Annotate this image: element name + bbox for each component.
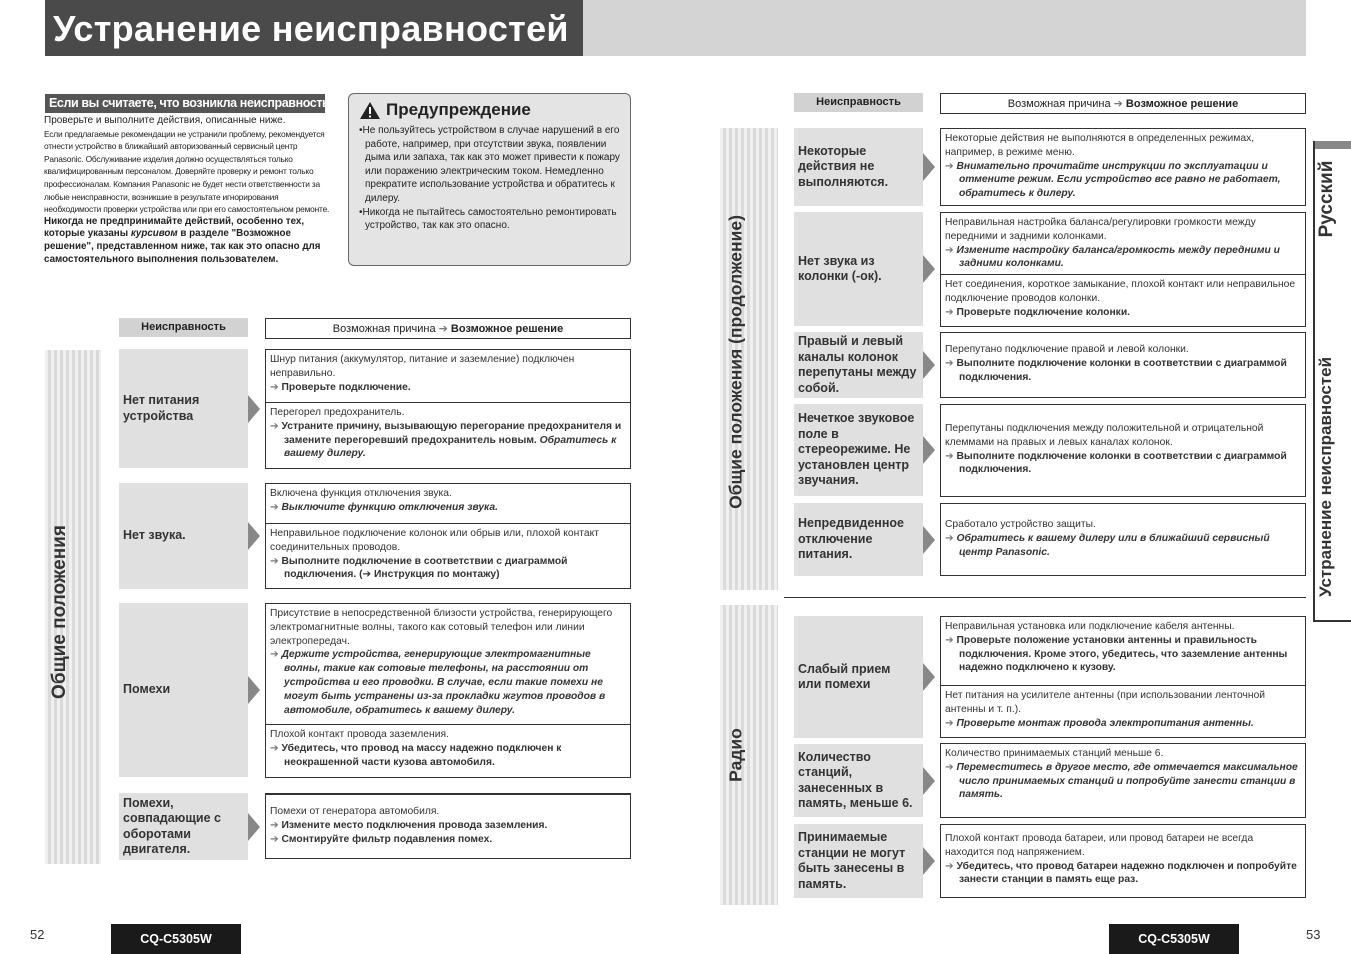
header-cause-label: Возможная причина (332, 323, 436, 335)
solution-item (941, 825, 1305, 890)
edge-tab-line (1313, 141, 1315, 622)
solution-box (265, 483, 631, 589)
cause-text: Некоторые действия не выполняются в определенных режимах, например, в режиме меню. (945, 133, 1255, 158)
warning-item: •Не пользуйтесь устройством в случае нарушений в его работе, например, при отсутствии звука, появлении дыма или запаха, так как это может привести к пожару или поражению электрическим током. Немедленно прекратите использование устройства и обратитесь к дилеру. (359, 125, 620, 204)
intro-label: Если вы считаете, что возникла неисправность (45, 94, 325, 113)
problem-text: Нет звука. (123, 528, 186, 543)
remedy-value: Обратитесь к вашему дилеру или в ближайший сервисный центр Panasonic. (956, 532, 1270, 558)
cause-text: Количество принимаемых станций меньше 6. (945, 748, 1164, 759)
solution-item (266, 795, 630, 849)
remedy-text (945, 532, 1301, 560)
intro-line: Проверьте и выполните действия, описанные ниже. (44, 115, 286, 126)
warning-item: •Никогда не пытайтесь самостоятельно ремонтировать устройство, так как это опасно. (359, 206, 617, 232)
solution-item (941, 213, 1305, 274)
problem-text: Нечеткое звуковое поле в стереорежиме. Не установлен центр звучания. (798, 411, 915, 488)
problem-cell (794, 616, 923, 738)
warning-box (348, 93, 631, 266)
remedy-value: Смонтируйте фильтр подавления помех. (281, 833, 493, 845)
arrow-icon: ➔ (270, 833, 282, 845)
intro-small-text: Если предлагаемые рекомендации не устранили проблему, рекомендуется отнести устройство в ближайший авторизованный сервисный центр Panasonic. Обслуживание изделия должно осуществляться только квалифицированным персоналом. Доверяйте проверку и ремонт только профессионалам. Компания Panasonic не будет нести ответственности за любые неисправности, возникшие в результате игнорирования необходимости проверки устройства или при его самостоятельном ремонте. (44, 128, 330, 215)
cause-text: Неправильная настройка баланса/регулировки громкости между передними и задними колонками. (945, 217, 1256, 242)
remedy-text (270, 648, 626, 717)
page-number-left: 52 (30, 927, 45, 942)
solution-box (265, 603, 631, 778)
solution-item (941, 405, 1305, 480)
problem-cell (794, 332, 923, 398)
solution-box (940, 332, 1306, 398)
problem-text: Помехи, совпадающие с оборотами двигателя. (123, 795, 221, 856)
remedy-text (270, 819, 626, 833)
remedy-value: Выключите функцию отключения звука. (281, 501, 498, 513)
intro-text (44, 115, 334, 266)
problem-cell (794, 128, 923, 206)
header-arrow: ➔ (1113, 98, 1123, 110)
remedy-text (270, 742, 626, 770)
cause-text: Неправильное подключение колонок или обрыв или, плохой контакт соединительных проводов. (270, 528, 599, 553)
remedy-value: Устраните причину, вызывающую перегорание предохранителя и замените перегоревший предохранитель новым. (281, 420, 622, 446)
cause-text: Плохой контакт провода заземления. (270, 729, 449, 740)
remedy-value: Переместитесь в другое место, где отмечается максимальное число принимаемых станций и попробуйте занести станции в память. (956, 761, 1298, 801)
solution-box (940, 616, 1306, 738)
solution-box (265, 793, 631, 859)
remedy-value: Проверьте подключение колонки. (956, 306, 1131, 318)
remedy-text (270, 420, 626, 461)
problem-text: Помехи (123, 682, 171, 697)
arrow-icon: ➔ (945, 160, 957, 172)
solution-item (266, 484, 630, 523)
problem-text: Правый и левый каналы колонок перепутаны между собой. (798, 334, 917, 395)
arrow-icon: ➔ (270, 420, 282, 432)
arrow-icon: ➔ (945, 306, 957, 318)
solution-item (266, 523, 630, 585)
solution-box (265, 349, 631, 469)
arrow-icon: ➔ (945, 761, 957, 773)
remedy-value: Измените настройку баланса/громкость между передними и задними колонками. (956, 244, 1280, 270)
remedy-value: Выполните подключение в соответствии с диаграммой подключения. (➔ Инструкция по монтажу) (281, 555, 568, 581)
arrow-icon: ➔ (270, 742, 282, 754)
remedy-text (945, 761, 1301, 802)
problem-cell (119, 603, 248, 777)
remedy-value: Держите устройства, генерирующие электромагнитные волны, такие как сотовые телефоны, на расстоянии от устройства и его проводки. В случае, если такие помехи не могут быть устранены из-за прокладки жгутов проводов в автомобиле, обратитесь к вашему дилеру. (281, 649, 606, 716)
remedy-text (945, 160, 1301, 201)
arrow-icon: ➔ (945, 532, 957, 544)
language-tab-label: Русский (1316, 160, 1337, 238)
cause-text: Шнур питания (аккумулятор, питание и заземление) подключен неправильно. (270, 354, 575, 379)
problem-text: Нет питания устройства (123, 393, 200, 423)
problem-cell (119, 349, 248, 468)
remedy-text (270, 833, 626, 847)
model-badge-left: CQ-C5305W (111, 924, 241, 954)
intro-bold-b: в разделе "Возможное решение", представленном ниже, так как это опасно для самостоятельного выполнения пользователем. (44, 228, 321, 265)
column-header-cause (265, 318, 631, 339)
arrow-icon: ➔ (945, 860, 957, 872)
remedy-value: Убедитесь, что провод батареи надежно подключен и попробуйте занести станции в память еще раз. (956, 860, 1297, 886)
arrow-icon: ➔ (945, 450, 957, 462)
remedy-text (270, 381, 626, 395)
intro-bold-italic: курсивом (130, 228, 178, 240)
remedy-text (945, 450, 1301, 478)
intro-bold-a: Никогда не предпринимайте действий, особенно тех, которые указаны (44, 215, 305, 240)
solution-item (941, 333, 1305, 387)
remedy-value: Проверьте положение установки антенны и правильность подключения. Кроме этого, убедитесь, что заземление антенны надежно подключено к кузову. (956, 634, 1288, 674)
column-header-cause (940, 93, 1306, 114)
edge-tab-underline (1313, 620, 1351, 622)
solution-item (266, 604, 630, 724)
cause-text: Нет питания на усилителе антенны (при использовании ленточной антенны и т. п.). (945, 690, 1266, 715)
problem-text: Количество станций, занесенных в память, меньше 6. (798, 749, 913, 810)
solution-box (940, 212, 1306, 327)
solution-item (266, 350, 630, 402)
solution-item (941, 744, 1305, 805)
cause-text: Перегорел предохранитель. (270, 407, 405, 418)
remedy-value: Выполните подключение колонки в соответствии с диаграммой подключения. (956, 450, 1287, 476)
remedy-italic: Обратитесь к вашему дилеру. (284, 434, 617, 460)
column-header-problem: Неисправность (119, 318, 248, 337)
remedy-text (945, 860, 1301, 888)
warning-header (359, 100, 622, 120)
remedy-text (945, 306, 1301, 320)
cause-text: Перепутано подключение правой и левой колонки. (945, 344, 1189, 355)
header-solution-label: Возможное решение (450, 323, 564, 335)
problem-text: Некоторые действия не выполняются. (798, 143, 889, 189)
problem-cell (794, 503, 923, 576)
problem-cell (794, 744, 923, 817)
section-label-radio: Радио (725, 728, 746, 782)
header-solution-label: Возможное решение (1125, 98, 1239, 110)
section-label-general: Общие положения (49, 525, 70, 699)
edge-tab-marker (1313, 141, 1351, 149)
warning-icon (359, 101, 381, 120)
cause-text: Сработало устройство защиты. (945, 519, 1096, 530)
model-badge-right: CQ-C5305W (1109, 924, 1239, 954)
remedy-value: Проверьте монтаж провода электропитания антенны. (956, 717, 1254, 729)
remedy-value: Внимательно прочитайте инструкции по эксплуатации и отмените режим. Если устройство все равно не работает, обратитесь к дилеру. (956, 160, 1281, 200)
page-title: Устранение неисправностей (45, 0, 583, 56)
remedy-value: Измените место подключения провода заземления. (281, 819, 548, 831)
problem-cell (794, 212, 923, 326)
section-divider (784, 597, 1306, 598)
problem-text: Непредвиденное отключение питания. (798, 516, 904, 562)
remedy-text (945, 357, 1301, 385)
problem-text: Принимаемые станции не могут быть занесены в память. (798, 830, 906, 891)
cause-text: Неправильная установка или подключение кабеля антенны. (945, 621, 1235, 632)
solution-box (940, 503, 1306, 576)
section-tab-label: Устранение неисправностей (1316, 356, 1335, 598)
page-number-right: 53 (1306, 927, 1321, 942)
solution-box (940, 404, 1306, 497)
cause-text: Перепутаны подключения между положительной и отрицательной клеммами на правых и левых каналах колонок. (945, 423, 1264, 448)
solution-item (941, 617, 1305, 685)
remedy-value: Выполните подключение колонки в соответствии с диаграммой подключения. (956, 357, 1287, 383)
remedy-value: Проверьте подключение. (281, 381, 411, 393)
problem-cell (794, 824, 923, 898)
cause-text: Нет соединения, короткое замыкание, плохой контакт или неправильное подключение проводов колонки. (945, 279, 1296, 304)
warning-title: Предупреждение (386, 100, 531, 119)
solution-item (941, 685, 1305, 733)
arrow-icon: ➔ (270, 649, 282, 661)
arrow-icon: ➔ (270, 501, 282, 513)
cause-text: Плохой контакт провода батареи, или провод батареи не всегда находится под напряжением. (945, 833, 1254, 858)
remedy-text (945, 717, 1301, 731)
solution-item (941, 129, 1305, 204)
problem-cell (794, 404, 923, 496)
remedy-text (945, 244, 1301, 272)
section-label-general-cont: Общие положения (продолжение) (725, 215, 746, 509)
column-header-problem: Неисправность (794, 93, 923, 112)
intro-warning-text (44, 216, 334, 266)
header-arrow: ➔ (438, 323, 448, 335)
solution-box (940, 128, 1306, 206)
header-cause-label: Возможная причина (1007, 98, 1111, 110)
solution-box (940, 743, 1306, 818)
arrow-icon: ➔ (270, 819, 282, 831)
solution-item (266, 724, 630, 772)
cause-text: Помехи от генератора автомобиля. (270, 806, 440, 817)
remedy-text (270, 555, 626, 583)
solution-box (940, 824, 1306, 898)
cause-text: Присутствие в непосредственной близости устройства, генерирующего электромагнитные волны, такого как сотовый телефон или линии электропередач. (270, 608, 613, 647)
solution-item (266, 402, 630, 464)
cause-text: Включена функция отключения звука. (270, 488, 452, 499)
solution-item (941, 504, 1305, 562)
arrow-icon: ➔ (945, 717, 957, 729)
remedy-text (945, 634, 1301, 675)
problem-cell (119, 793, 248, 860)
arrow-icon: ➔ (945, 244, 957, 256)
remedy-value: Убедитесь, что провод на массу надежно подключен к неокрашенной части кузова автомобиля. (281, 742, 562, 768)
solution-item (941, 274, 1305, 322)
arrow-icon: ➔ (270, 381, 282, 393)
problem-text: Слабый прием или помехи (798, 661, 891, 691)
remedy-text (270, 501, 626, 515)
problem-cell (119, 483, 248, 589)
problem-text: Нет звука из колонки (-ок). (798, 253, 882, 283)
arrow-icon: ➔ (945, 634, 957, 646)
arrow-icon: ➔ (270, 555, 282, 567)
arrow-icon: ➔ (945, 357, 957, 369)
